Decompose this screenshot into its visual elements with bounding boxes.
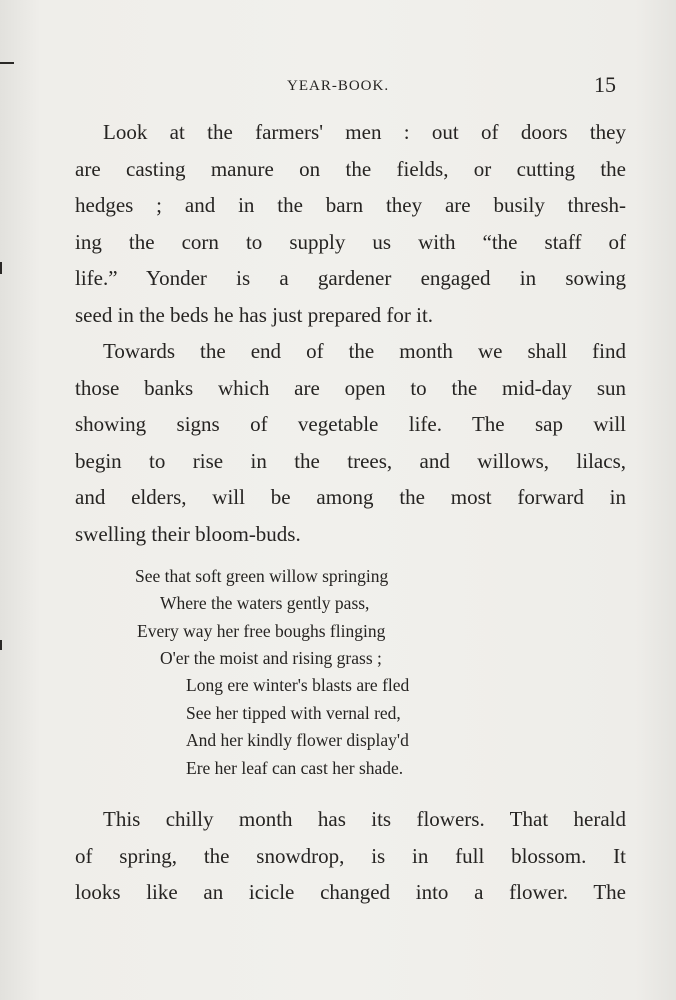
- text-line: looks like an icicle changed into a flower. The: [75, 880, 626, 904]
- poem-line: And her kindly flower display'd: [186, 730, 409, 750]
- text-line: showing signs of vegetable life. The sap will: [75, 412, 626, 436]
- text-line: begin to rise in the trees, and willows, lilacs,: [75, 448, 626, 473]
- poem-line: See her tipped with vernal red,: [186, 703, 401, 723]
- running-head: YEAR-BOOK.: [287, 78, 390, 94]
- text-line: swelling their bloom-buds.: [75, 521, 301, 546]
- poem-line: Ere her leaf can cast her shade.: [186, 758, 404, 778]
- paragraph: [75, 114, 626, 333]
- paragraph: [75, 333, 626, 552]
- margin-mark: [0, 262, 2, 274]
- poem-line: Every way her free boughs flinging: [137, 621, 386, 641]
- text-line: life.” Yonder is a gardener engaged in sowing: [75, 266, 626, 290]
- text-line: hedges ; and in the barn they are busily thresh-: [75, 193, 626, 217]
- text-line: and elders, will be among the most forward in: [75, 485, 626, 509]
- margin-mark: [0, 640, 2, 650]
- page-number: 15: [594, 72, 616, 97]
- text-line: ing the corn to supply us with “the staff of: [75, 229, 626, 254]
- poem-line: Where the waters gently pass,: [160, 593, 370, 613]
- margin-mark: [0, 62, 14, 64]
- text-line: Towards the end of the month we shall find: [103, 339, 626, 363]
- text-line: This chilly month has its flowers. That herald: [103, 807, 626, 831]
- text-line: Look at the farmers' men : out of doors they: [103, 120, 626, 144]
- text-line: those banks which are open to the mid-day sun: [75, 375, 626, 400]
- page-header: [0, 72, 676, 102]
- poem-line: See that soft green willow springing: [135, 566, 389, 586]
- paragraph: [75, 801, 626, 911]
- poem-line: O'er the moist and rising grass ;: [160, 648, 382, 668]
- text-line: seed in the beds he has just prepared for it.: [75, 302, 434, 327]
- text-line: are casting manure on the fields, or cutting the: [75, 156, 626, 181]
- poem-line: Long ere winter's blasts are fled: [186, 675, 410, 695]
- text-line: of spring, the snowdrop, is in full blossom. It: [75, 843, 626, 868]
